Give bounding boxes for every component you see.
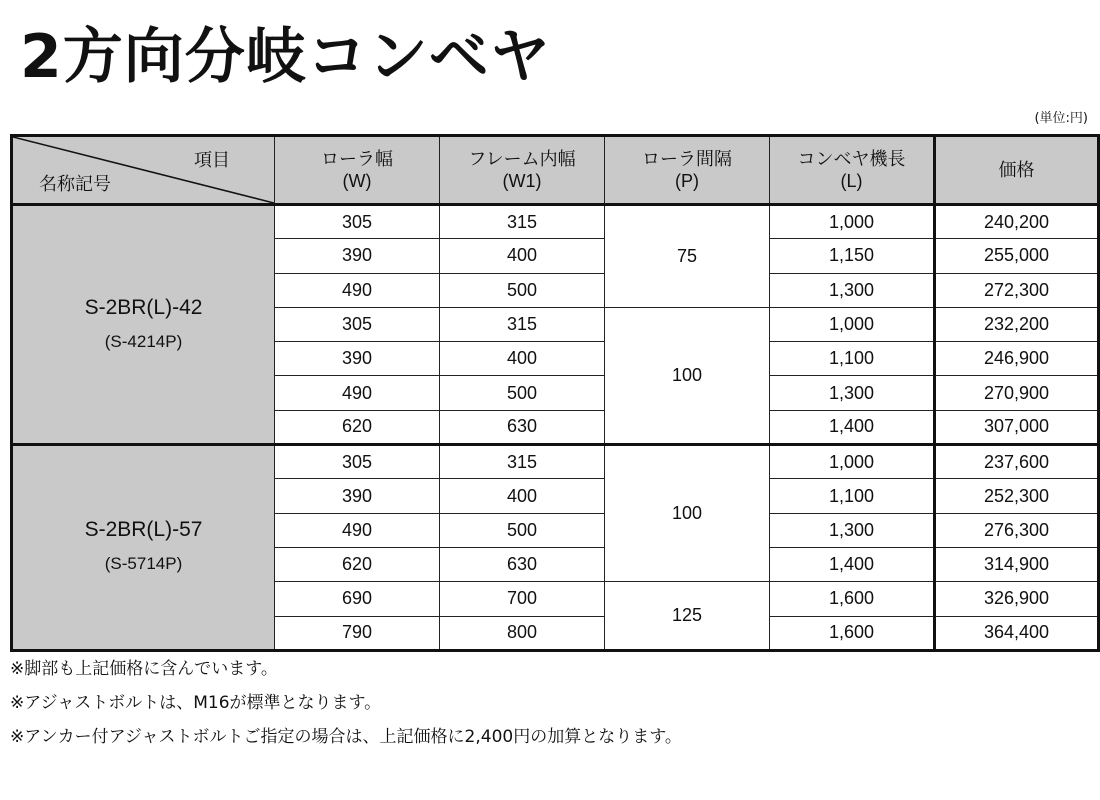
roller-width-cell: 620 — [275, 547, 440, 581]
price-cell: 232,200 — [935, 307, 1099, 341]
roller-width-cell: 390 — [275, 342, 440, 376]
frame-width-cell: 500 — [440, 376, 605, 410]
length-cell: 1,400 — [770, 547, 935, 581]
frame-width-cell: 315 — [440, 445, 605, 479]
roller-width-cell: 490 — [275, 273, 440, 307]
header-row — [12, 136, 1099, 205]
price-cell: 246,900 — [935, 342, 1099, 376]
length-cell: 1,600 — [770, 616, 935, 650]
length-cell: 1,150 — [770, 239, 935, 273]
length-cell: 1,400 — [770, 410, 935, 444]
price-cell: 240,200 — [935, 205, 1099, 239]
pitch-cell: 100 — [605, 307, 770, 444]
length-cell: 1,300 — [770, 376, 935, 410]
frame-width-cell: 400 — [440, 239, 605, 273]
note-item: ※アンカー付アジャストボルトご指定の場合は、上記価格に2,400円の加算となります。 — [10, 727, 682, 747]
header-price: 価格 — [935, 136, 1099, 205]
table-row — [12, 445, 1099, 479]
table-body — [12, 205, 1099, 651]
note-item: ※アジャストボルトは、M16が標準となります。 — [10, 693, 382, 713]
unit-label: (単位:円) — [1034, 111, 1088, 126]
frame-width-cell: 700 — [440, 582, 605, 616]
price-cell: 307,000 — [935, 410, 1099, 444]
frame-width-cell: 315 — [440, 307, 605, 341]
price-cell: 364,400 — [935, 616, 1099, 650]
frame-width-cell: 630 — [440, 547, 605, 581]
header-item: 項目 — [194, 150, 230, 170]
roller-width-cell: 490 — [275, 376, 440, 410]
roller-width-cell: 305 — [275, 307, 440, 341]
header-diagonal-cell — [12, 136, 275, 205]
model-name: S-2BR(L)-42 — [84, 295, 203, 319]
model-name: S-2BR(L)-57 — [84, 518, 203, 542]
length-cell: 1,100 — [770, 479, 935, 513]
price-cell: 272,300 — [935, 273, 1099, 307]
header-pitch: ローラ間隔 (P) — [605, 136, 770, 205]
frame-width-cell: 500 — [440, 513, 605, 547]
notes — [10, 652, 682, 754]
pitch-cell: 125 — [605, 582, 770, 651]
frame-width-cell: 630 — [440, 410, 605, 444]
length-cell: 1,000 — [770, 205, 935, 239]
price-table — [10, 134, 1100, 652]
roller-width-cell: 620 — [275, 410, 440, 444]
model-name-cell — [12, 205, 275, 445]
model-code: (S-5714P) — [104, 554, 183, 574]
model-code: (S-4214P) — [104, 331, 183, 351]
price-cell: 314,900 — [935, 547, 1099, 581]
roller-width-cell: 390 — [275, 479, 440, 513]
header-length: コンベヤ機長 (L) — [770, 136, 935, 205]
note-item: ※脚部も上記価格に含んでいます。 — [10, 659, 278, 679]
frame-width-cell: 500 — [440, 273, 605, 307]
model-name-cell — [12, 445, 275, 651]
price-cell: 252,300 — [935, 479, 1099, 513]
roller-width-cell: 390 — [275, 239, 440, 273]
roller-width-cell: 305 — [275, 445, 440, 479]
price-cell: 276,300 — [935, 513, 1099, 547]
header-roller-width: ローラ幅 (W) — [275, 136, 440, 205]
price-cell: 255,000 — [935, 239, 1099, 273]
frame-width-cell: 800 — [440, 616, 605, 650]
roller-width-cell: 490 — [275, 513, 440, 547]
price-cell: 237,600 — [935, 445, 1099, 479]
roller-width-cell: 790 — [275, 616, 440, 650]
price-cell: 326,900 — [935, 582, 1099, 616]
price-cell: 270,900 — [935, 376, 1099, 410]
header-frame-width: フレーム内幅 (W1) — [440, 136, 605, 205]
frame-width-cell: 400 — [440, 479, 605, 513]
length-cell: 1,000 — [770, 307, 935, 341]
length-cell: 1,100 — [770, 342, 935, 376]
length-cell: 1,300 — [770, 273, 935, 307]
length-cell: 1,000 — [770, 445, 935, 479]
pitch-cell: 100 — [605, 445, 770, 582]
table-row — [12, 205, 1099, 239]
frame-width-cell: 400 — [440, 342, 605, 376]
roller-width-cell: 690 — [275, 582, 440, 616]
page-title: 2方向分岐コンベヤ — [20, 22, 551, 92]
header-model: 名称記号 — [39, 174, 111, 194]
frame-width-cell: 315 — [440, 205, 605, 239]
length-cell: 1,300 — [770, 513, 935, 547]
roller-width-cell: 305 — [275, 205, 440, 239]
length-cell: 1,600 — [770, 582, 935, 616]
pitch-cell: 75 — [605, 205, 770, 308]
